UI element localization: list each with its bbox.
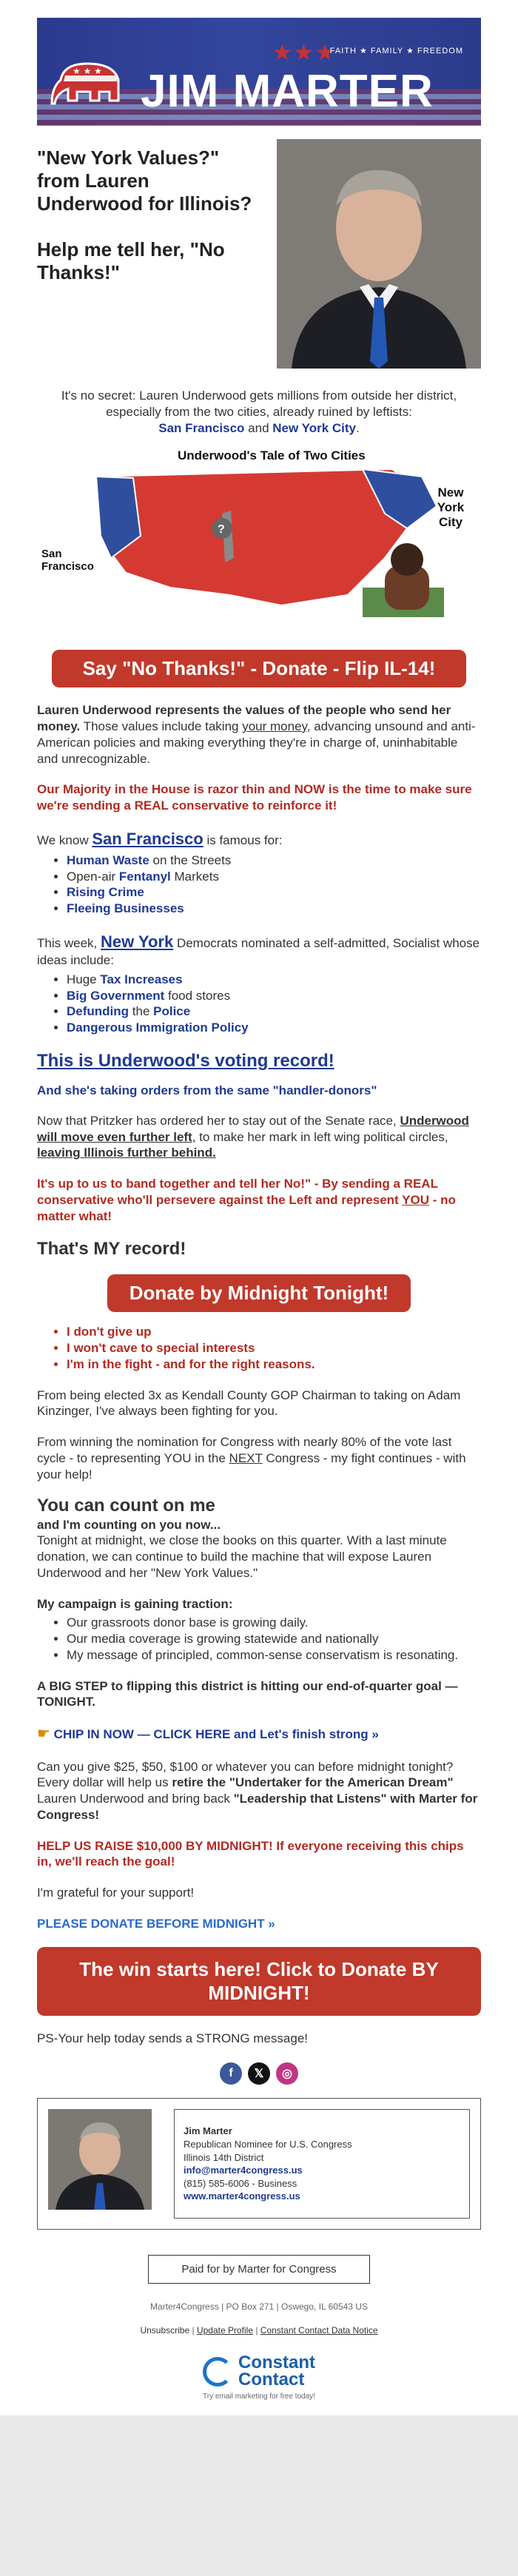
pritzker-underline-2: leaving Illinois further behind.	[37, 1146, 216, 1160]
list-item: • Defunding the Police	[67, 1003, 481, 1020]
instagram-icon[interactable]: ◎	[276, 2062, 298, 2085]
list-item: • Huge Tax Increases	[67, 972, 481, 988]
nomination-paragraph: From winning the nomination for Congress with nearly 80% of the vote last cycle - to representing YOU in the NEXT Congress - my fight continues - with your help!	[37, 1435, 466, 1482]
donate-by-midnight-button[interactable]: Donate by Midnight Tonight!	[107, 1274, 411, 1312]
values-rest-b: , advancing unsound and anti-American policies and making everything they're in charge of, uninhabitable and unrecognizable.	[37, 719, 476, 766]
pritzker-underline-1: Underwood will move even further left	[37, 1113, 469, 1144]
ny-lead: This week,	[37, 935, 101, 950]
big-step-line: A BIG STEP to flipping this district is hitting our end-of-quarter goal — TONIGHT.	[37, 1678, 458, 1709]
sf-list	[67, 852, 481, 917]
unsubscribe-link[interactable]: Unsubscribe	[140, 2324, 190, 2335]
tale-of-two-cities-map[interactable]	[37, 447, 481, 635]
values-bold: Lauren Underwood represents the values of the people who send her money.	[37, 703, 451, 734]
stars-icon: ★★★	[272, 41, 337, 65]
list-item: • Our grassroots donor base is growing daily.	[67, 1615, 481, 1631]
underwood-values-paragraph	[37, 702, 481, 767]
intro-body: It's no secret: Lauren Underwood gets millions from outside her district, especially from the two cities, already ruined by leftists:	[61, 389, 457, 420]
signature-portrait	[48, 2109, 152, 2210]
list-item: • I don't give up	[67, 1324, 481, 1340]
hero-section	[37, 139, 481, 369]
signature-title: Republican Nominee for U.S. Congress	[184, 2138, 352, 2150]
band-together-paragraph: It's up to us to band together and tell her No!" - By sending a REAL conservative who'll persevere against the Left and represent YOU - no matter what!	[37, 1177, 456, 1223]
list-item: • Human Waste on the Streets	[67, 852, 481, 869]
update-profile-link[interactable]: Update Profile	[196, 2324, 253, 2335]
count-on-me-heading: You can count on me	[37, 1496, 215, 1516]
grateful-line: I'm grateful for your support!	[37, 1886, 195, 1900]
candidate-name: JIM MARTER	[141, 66, 434, 117]
signature-district: Illinois 14th District	[184, 2151, 264, 2163]
ps-line: PS-Your help today sends a STRONG message!	[37, 2031, 308, 2045]
my-record-heading: That's MY record!	[37, 1239, 186, 1260]
footer-address: Marter4Congress | PO Box 271 | Oswego, IL 60543 US	[150, 2301, 368, 2312]
voting-record-heading	[37, 1051, 481, 1072]
signature-website-link[interactable]: www.marter4congress.us	[184, 2190, 300, 2202]
you-underline: YOU	[402, 1192, 429, 1207]
voting-record-link[interactable]: This is Underwood's voting record	[37, 1050, 329, 1071]
candidate-portrait	[277, 139, 481, 369]
facebook-icon[interactable]: f	[220, 2062, 242, 2085]
cc-word-1: Constant	[238, 2352, 315, 2372]
signature-name: Jim Marter	[184, 2125, 232, 2137]
social-links	[37, 2062, 481, 2085]
map-label-ny: New York City	[437, 485, 465, 530]
data-notice-link[interactable]: Constant Contact Data Notice	[260, 2324, 378, 2335]
gop-elephant-icon	[50, 58, 130, 111]
chip-in-link[interactable]: CHIP IN NOW — CLICK HERE and Let's finish strong »	[53, 1727, 379, 1742]
us-map-graphic	[37, 447, 481, 635]
majority-warning: Our Majority in the House is razor thin and NOW is the time to make sure we're sending a REAL conservative to reinforce it!	[37, 782, 472, 813]
intro-and: and	[244, 421, 273, 436]
signature-photo	[48, 2109, 152, 2210]
ny-list	[67, 972, 481, 1036]
list-item: • Open-air Fentanyl Markets	[67, 869, 481, 885]
x-twitter-icon[interactable]: 𝕏	[248, 2062, 270, 2085]
handler-donors-line: And she's taking orders from the same "handler-donors"	[37, 1083, 377, 1097]
chip-in-line	[37, 1725, 481, 1744]
pritzker-paragraph: Now that Pritzker has ordered her to stay out of the Senate race, Underwood will move even further left, to make her mark in left wing political circles, leaving Illinois further behind.	[37, 1113, 469, 1160]
win-starts-here-button[interactable]: The win starts here! Click to Donate BY MIDNIGHT!	[37, 1947, 481, 2016]
sf-tail: is famous for:	[203, 833, 283, 847]
cc-tagline[interactable]: Try email marketing for free today!	[203, 2392, 315, 2401]
values-rest-a: Those values include taking	[80, 719, 243, 734]
sf-link[interactable]: San Francisco	[92, 829, 204, 848]
ny-tail: Democrats nominated a self-admitted, Socialist whose ideas include:	[37, 935, 480, 968]
donate-flip-il14-button[interactable]: Say "No Thanks!" - Donate - Flip IL-14!	[52, 650, 466, 687]
signature-email-link[interactable]: info@marter4congress.us	[184, 2165, 303, 2176]
signature-phone: (815) 585-6006 - Business	[184, 2177, 297, 2189]
list-item: • Big Government food stores	[67, 988, 481, 1004]
intro-period: .	[356, 421, 360, 436]
hero-subheadline: Help me tell her, "No Thanks!"	[37, 238, 225, 283]
give-paragraph: Can you give $25, $50, $100 or whatever you can before midnight tonight? Every dollar will help us retire the "Undertaker for the American Dream" Lauren Underwood and bring back "Leadership that Listens" with Marter for Congress!	[37, 1759, 478, 1822]
constant-contact-logo[interactable]	[37, 2352, 481, 2390]
link-san-francisco[interactable]: San Francisco	[158, 421, 245, 436]
chairman-paragraph: From being elected 3x as Kendall County GOP Chairman to taking on Adam Kinzinger, I've always been fighting for you.	[37, 1388, 461, 1419]
signature-card	[37, 2098, 481, 2229]
portrait-illustration	[277, 139, 481, 369]
cc-word-2: Contact	[238, 2369, 305, 2390]
counting-on-you: and I'm counting on you now...	[37, 1518, 221, 1533]
link-new-york-city[interactable]: New York City	[272, 421, 357, 436]
intro-text	[46, 388, 472, 437]
footer-links: Unsubscribe | Update Profile | Constant Contact Data Notice	[140, 2324, 378, 2335]
map-label-sf: San Francisco	[41, 548, 94, 574]
signature-info	[174, 2109, 470, 2218]
svg-text:★ ★ ★: ★ ★ ★	[73, 66, 102, 76]
list-item: • Our media coverage is growing statewide and nationally	[67, 1631, 481, 1647]
map-title: Underwood's Tale of Two Cities	[178, 448, 366, 463]
pointing-hand-icon: ☛	[37, 1726, 50, 1743]
list-item: • My message of principled, common-sense conservatism is resonating.	[67, 1647, 481, 1664]
list-item: • Dangerous Immigration Policy	[67, 1020, 481, 1036]
list-item: • Rising Crime	[67, 884, 481, 901]
san-francisco-intro	[37, 829, 481, 850]
paid-for-by-box: Paid for by Marter for Congress	[148, 2255, 370, 2284]
ny-link[interactable]: New York	[100, 932, 174, 951]
svg-text:?: ?	[218, 523, 225, 537]
voting-record-bang: !	[328, 1050, 334, 1071]
raise-goal-line: HELP US RAISE $10,000 BY MIDNIGHT! If everyone receiving this chips in, we'll reach the goal!	[37, 1838, 464, 1869]
list-item: • Fleeing Businesses	[67, 901, 481, 917]
quarter-close-text: Tonight at midnight, we close the books on this quarter. With a last minute donation, we can continue to build the machine that will expose Lauren Underwood and her "New York Values."	[37, 1533, 447, 1580]
header-banner[interactable]	[37, 18, 481, 126]
list-item: • I won't cave to special interests	[67, 1340, 481, 1356]
promises-list	[67, 1324, 481, 1372]
next-underline: NEXT	[229, 1450, 263, 1465]
tagline: FAITH ★ FAMILY ★ FREEDOM	[329, 47, 463, 56]
values-underline: your money	[242, 719, 307, 734]
sf-lead: We know	[37, 833, 92, 847]
list-item: • I'm in the fight - and for the right reasons.	[67, 1356, 481, 1373]
new-york-intro	[37, 932, 481, 969]
constant-contact-icon	[203, 2357, 232, 2387]
hero-headline: "New York Values?" from Lauren Underwood for Illinois?	[37, 147, 252, 215]
traction-heading: My campaign is gaining traction:	[37, 1596, 233, 1611]
traction-list	[67, 1615, 481, 1663]
please-donate-link[interactable]: PLEASE DONATE BEFORE MIDNIGHT »	[37, 1916, 275, 1931]
